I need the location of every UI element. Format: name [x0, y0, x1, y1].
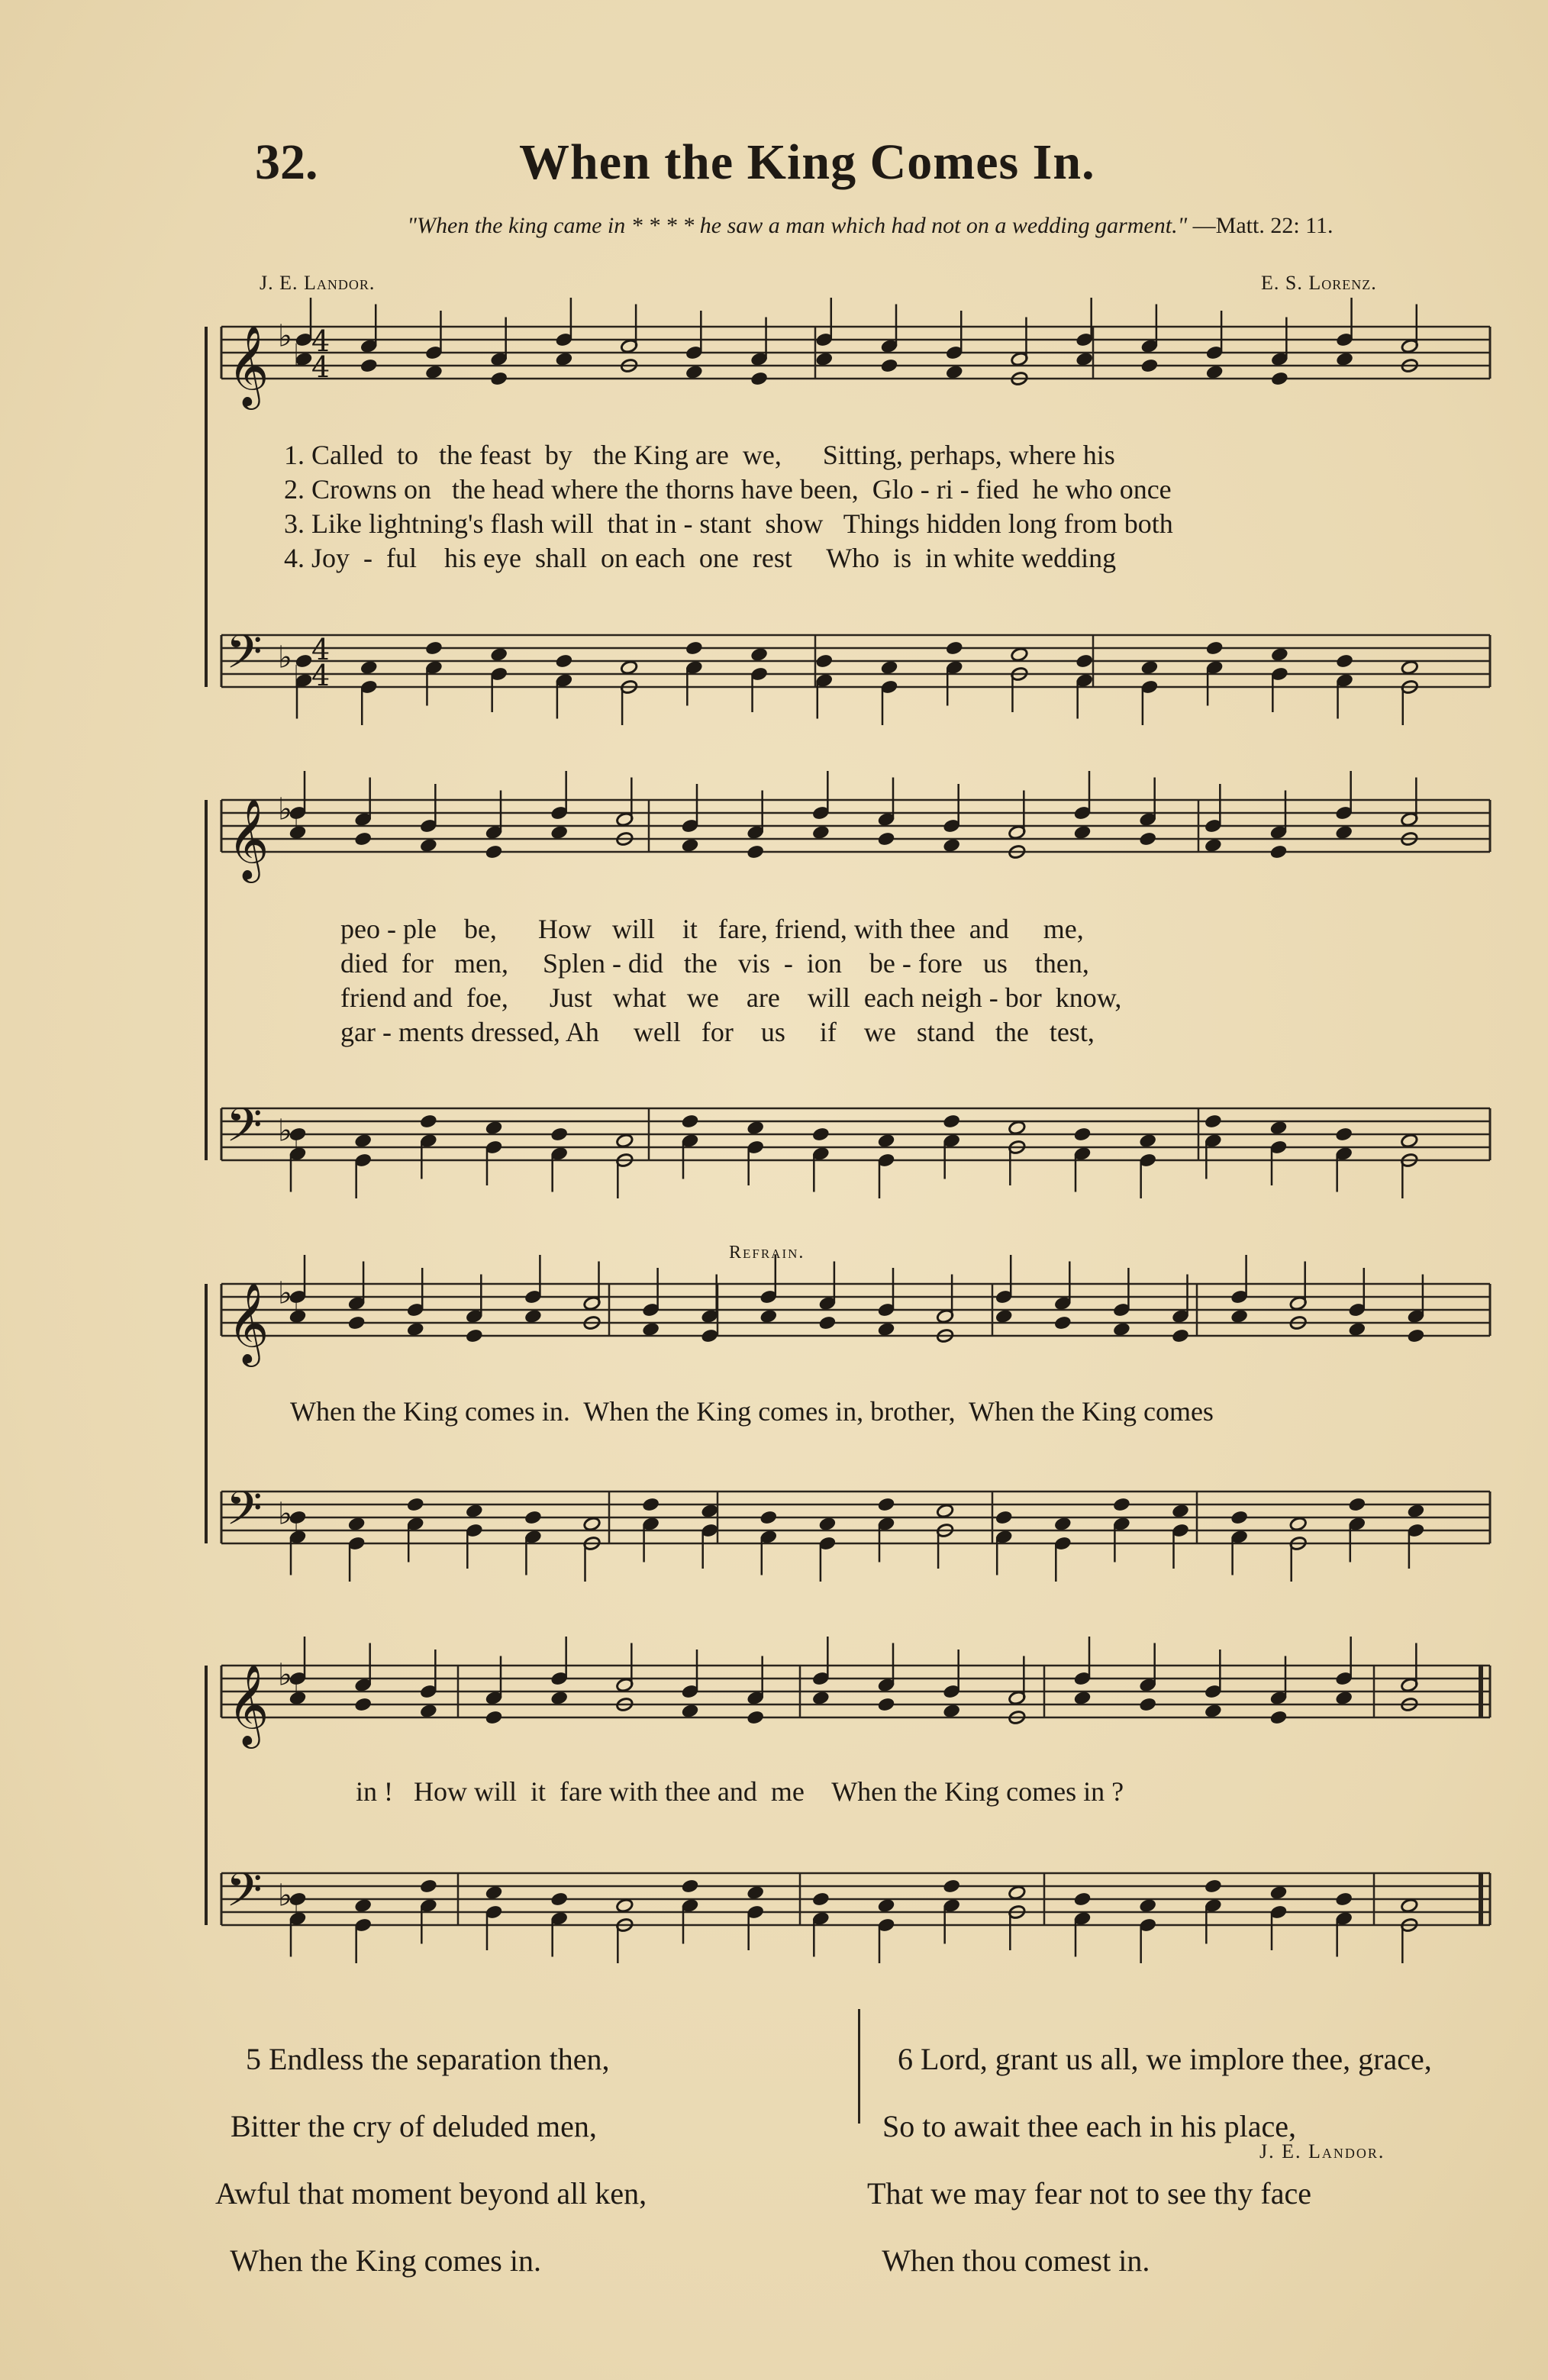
hymn-number: 32.	[255, 134, 318, 190]
svg-text:𝄞: 𝄞	[227, 324, 269, 406]
svg-text:♭: ♭	[278, 1275, 292, 1311]
verse-line-1-4: 4. Joy - ful his eye shall on each one rest Who is in white wedding	[284, 543, 1117, 573]
stanza-6-line-2: So to await thee each in his place,	[882, 2109, 1297, 2143]
epigraph-text: "When the king came in * * * * he saw a man which had not on a wedding garment."	[407, 213, 1188, 238]
svg-text:♭: ♭	[293, 1516, 308, 1551]
stanza-5-line-2: Bitter the cry of deluded men,	[231, 2109, 597, 2143]
svg-text:♭: ♭	[293, 1898, 308, 1933]
verse-line-1-1: 1. Called to the feast by the King are we, Sitting, perhaps, where his	[284, 440, 1115, 470]
svg-text:𝄢: 𝄢	[226, 1098, 263, 1164]
stanza-5-line-3: Awful that moment beyond all ken,	[215, 2176, 647, 2211]
svg-text:♭: ♭	[278, 792, 292, 827]
verse-line-2-2: died for men, Splen - did the vis - ion be - fore us then,	[340, 948, 1089, 979]
stanza-5-number: 5	[246, 2042, 261, 2076]
verse-line-2-1: peo - ple be, How will it fare, friend, with thee and me,	[340, 914, 1084, 944]
words-credit: J. E. Landor.	[260, 272, 376, 294]
stanza-6-line-1: Lord, grant us all, we implore thee, grace,	[921, 2042, 1432, 2076]
svg-text:♭: ♭	[278, 1878, 292, 1914]
svg-text:4: 4	[311, 350, 331, 384]
svg-text:♭: ♭	[293, 338, 308, 373]
svg-text:𝄞: 𝄞	[227, 1282, 269, 1363]
svg-text:♭: ♭	[293, 659, 308, 695]
svg-text:𝄞: 𝄞	[227, 1663, 269, 1745]
verse-line-3-1: When the King comes in. When the King comes in, brother, When the King comes	[290, 1396, 1214, 1427]
svg-text:𝄢: 𝄢	[226, 625, 263, 691]
svg-text:♭: ♭	[278, 318, 292, 354]
verse-line-1-3: 3. Like lightning's flash will that in - stant show Things hidden long from both	[284, 508, 1173, 539]
stanza-6-line-4: When thou comest in.	[882, 2243, 1150, 2278]
hymn-title: When the King Comes In.	[519, 134, 1095, 190]
svg-text:4: 4	[311, 659, 331, 692]
verse-line-1-2: 2. Crowns on the head where the thorns have been, Glo - ri - fied he who once	[284, 474, 1172, 505]
verse-line-4-1: in ! How will it fare with thee and me When the King comes in ?	[356, 1776, 1124, 1807]
verse-line-2-4: gar - ments dressed, Ah well for us if we stand the test,	[340, 1017, 1095, 1047]
svg-text:4: 4	[311, 633, 331, 666]
refrain-label: Refrain.	[729, 1243, 805, 1263]
svg-text:𝄢: 𝄢	[226, 1863, 263, 1929]
svg-text:♭: ♭	[278, 1496, 292, 1532]
svg-text:♭: ♭	[293, 1133, 308, 1168]
svg-text:4: 4	[311, 324, 331, 358]
svg-text:♭: ♭	[293, 811, 308, 847]
svg-text:𝄞: 𝄞	[227, 798, 269, 879]
stanza-5-line-4: When the King comes in.	[230, 2243, 541, 2278]
svg-text:♭: ♭	[278, 1657, 292, 1693]
svg-text:♭: ♭	[278, 1113, 292, 1149]
stanza-6-line-3: That we may fear not to see thy face	[867, 2176, 1311, 2211]
stanza-5	[215, 2009, 647, 2311]
svg-text:♭: ♭	[278, 640, 292, 676]
epigraph-reference: —Matt. 22: 11.	[1192, 213, 1334, 238]
stanza-5-line-1: Endless the separation then,	[269, 2042, 610, 2076]
stanza-6-number: 6	[898, 2042, 913, 2076]
svg-text:♭: ♭	[293, 1677, 308, 1712]
svg-text:𝄢: 𝄢	[226, 1482, 263, 1547]
svg-text:♭: ♭	[293, 1295, 308, 1330]
stanza-divider	[858, 2009, 860, 2124]
music-credit: E. S. Lorenz.	[1261, 272, 1377, 294]
verse-line-2-3: friend and foe, Just what we are will each neigh - bor know,	[340, 982, 1122, 1013]
footer-credit: J. E. Landor.	[1259, 2140, 1385, 2162]
